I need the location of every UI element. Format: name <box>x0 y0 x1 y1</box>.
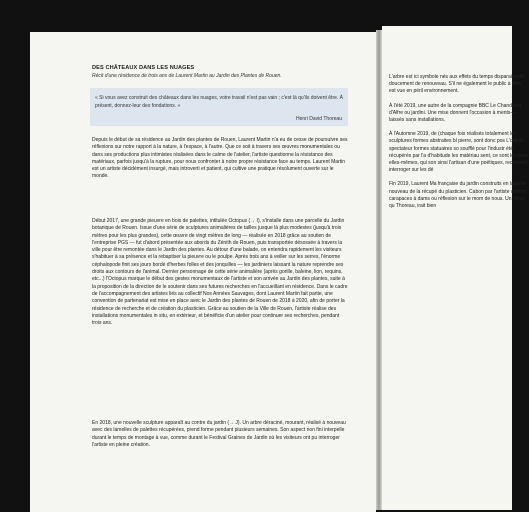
right-page <box>382 26 528 510</box>
right-paragraph: À l'Automne 2019, de (chaque fois réalisés totalement les sculptures formes abstraites bl pierre, sont donc pos L'œil du spectateur formes statuaires so soufflé pour l'industr été récupérés par l'a d'habitude les matériau sent, ce sont les form elles-mêmes, qui son sinsi l'artisan d'une poétiques, reconnect interroger sur les dé <box>389 131 528 174</box>
quote-author: Henri David Thoreau <box>295 116 342 122</box>
right-paragraph: À l'été 2019, une autre de la compagnie BBC Le Chandelier d'Alfre ou jardini. Une mise donnent l'occasion à ments— laissés sans installations. <box>389 102 522 124</box>
quote-text: « Si vous avez construit des châteaux dans les nuages, votre travail n'est pas vain ; c'est là qu'ils doivent être. À présent, donnez-leur des fondations. » <box>95 95 343 109</box>
body-paragraph-2: Début 2017, une grande pieuvre en bois de palettes, intitulée Octopus (→ I), s'installe dans une parcelle du Jardin botanique de Rouen. Issue d'une série de sculptures animalières de tailles jusque là plus modestes (jusqu'à trois mètres pour les plus grandes), cette œuvre de vingt mètres de long — réalisée en 2018 grâce au soutien de l'entreprise PGS — fut d'abord présentée aux abords du Zénith de Rouen, puis transportée désossée à travers la ville pour être remontée dans le Jardin des plantes. Au détour d'une balade, on entendra rapidement les visiteurs s'habituer à sa présence et la rebaptiser la pieuvre ou le poulpe. Après trois ans à veiller sur les serres, l'énorme céphalopode finit ses jours bordé d'herbes folles et des jonquilles — les jardiniers laissant la nature reprendre ses droits aux contours de l'animal. Dernier personnage de cette série animalière (après gorille, baleine, lion, requins, etc...) l'Octopus marque le début des gestes monumentaux de l'artiste et son arrivée au Jardin des plantes, suite à la proposition de la direction de le soutenir dans ses futures recherches en l'accueillant en résidence. Dans le cadre de l'accompagnement des artistes liés au collectif Nos Années Sauvages, dont Laurent Martin fait partie, une convention de partenariat est mise en place avec le Jardin des plantes de Rouen de 2018 à 2020, afin de porter la résidence de recherche et de création du plasticien. Grâce au soutien de la Ville de Rouen, l'artiste réalise des installations monumentales in situ, en extérieur, et bénéficie d'un atelier pour continuer ses recherches, pendant trois ans. <box>92 218 348 327</box>
article-title: DES CHÂTEAUX DANS LES NUAGES <box>92 65 195 71</box>
right-paragraph: Fin 2019, Laurent Ma française du jardin construits en lamelle nouveau de la récupé du plasticien. Cabon par l'artiste comme carapaces à dams ou réflexion sur le mom de nous. Un geste qu Thoreau, irait bien <box>389 181 528 210</box>
right-paragraph: L'arbre est ici symbole nés aux effets du temps disparaissant doucement de renouveau. S'il ne également le public à libre est vue en péril environnement. <box>389 74 524 95</box>
article-subtitle: Récit d'une résidence de trois ans de Laurent Martin au Jardin des Plantes de Rouen. <box>92 73 282 79</box>
body-paragraph-1: Depuis le début de sa résidence au Jardin des plantes de Rouen, Laurent Martin n'a eu de cesse de poursuivre ses réflexions sur notre rapport à la nature, à l'espace, à l'autre. Que ce soit à travers ses œuvres monumentales ou dans ses productions plus intimistes réalisées dans le calme de l'atelier, l'artiste questionne la résistance des matériaux, parfois jusqu'à la rupture, pour nous confronter à notre propre résistance face au temps. Laurent Martin est un artiste décidément insurgé, mais introverti et patient, qui cultive une pratique résolument ouverte sur le monde. <box>92 137 348 180</box>
body-paragraph-3: En 2018, une nouvelle sculpture apparaît au contre du jardin (→ J). Un arbre déraciné, mourant, réalisé à nouveau avec des lamelles de palettes récupérées, prend forme pendant plusieurs semaines. Son aspect non fini interpelle durant le temps de montage à vue, comme durant le Festival Graines de Jardin où les visiteurs ont pu interroger l'artiste en pleine création. <box>92 420 346 448</box>
right-column <box>389 74 529 217</box>
quote-box <box>90 88 348 126</box>
